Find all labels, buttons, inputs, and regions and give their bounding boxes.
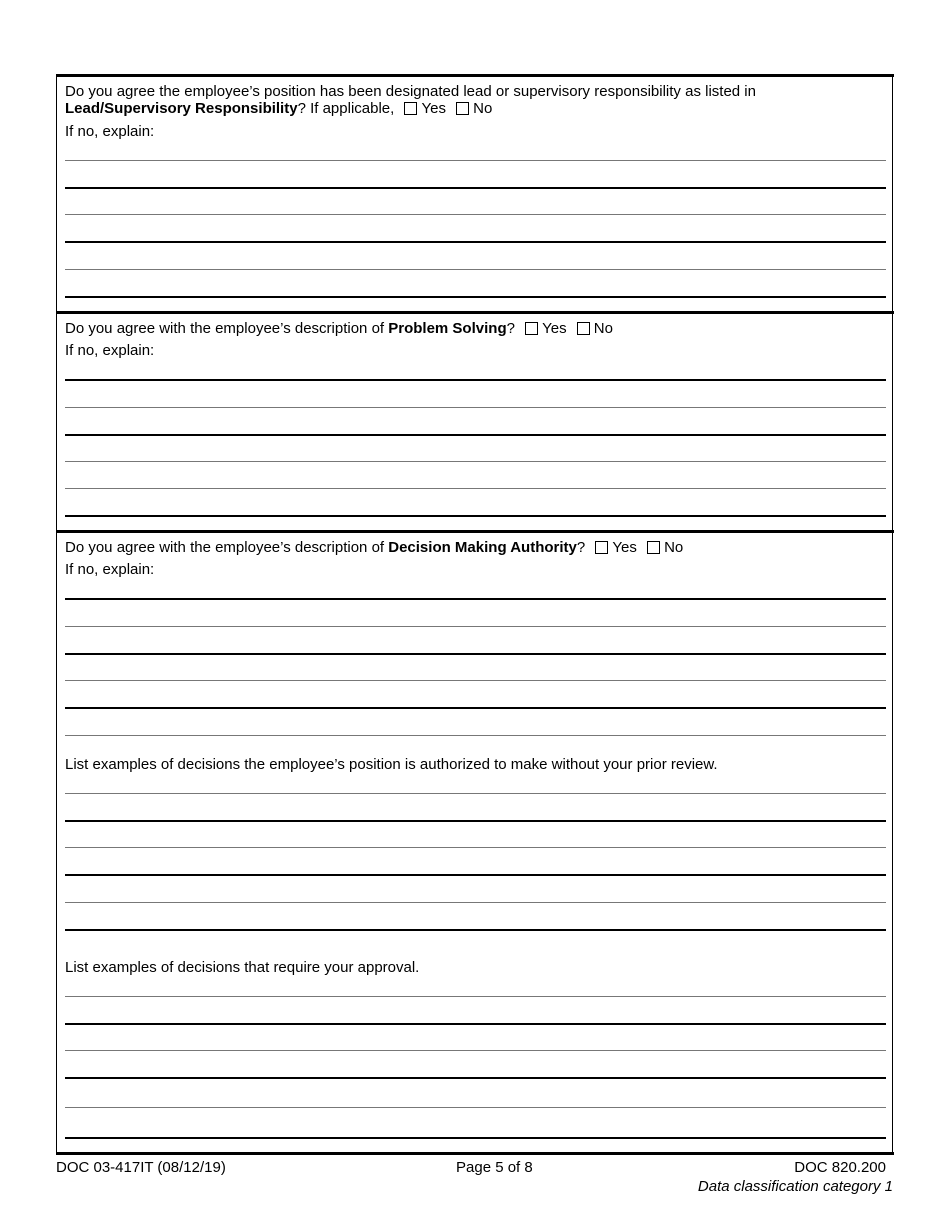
- question-suffix: ?: [576, 539, 586, 556]
- answer-line[interactable]: [65, 488, 886, 489]
- question-text: Do you agree with the employee’s description of: [65, 539, 385, 556]
- question-lead-supervisory-line2: [65, 100, 492, 117]
- no-label: No: [664, 539, 684, 556]
- answer-line[interactable]: [65, 847, 886, 848]
- answer-line[interactable]: [65, 793, 886, 794]
- answer-line[interactable]: [65, 461, 886, 462]
- no-checkbox[interactable]: [647, 541, 660, 554]
- question-bold-term: Decision Making Authority: [388, 539, 577, 556]
- answer-line[interactable]: [65, 1050, 886, 1051]
- answer-line[interactable]: [65, 407, 886, 408]
- section-divider: [56, 530, 894, 533]
- explain-label: If no, explain:: [65, 123, 155, 140]
- answer-line[interactable]: [65, 929, 886, 931]
- no-label: No: [593, 320, 613, 337]
- footer-page-number: Page 5 of 8: [456, 1159, 533, 1176]
- explain-label: If no, explain:: [65, 561, 155, 578]
- answer-line[interactable]: [65, 269, 886, 270]
- footer-form-id: DOC 03-417IT (08/12/19): [56, 1159, 226, 1176]
- question-bold-term: Problem Solving: [388, 320, 507, 337]
- prompt-without-review: List examples of decisions the employee’s position is authorized to make without your prior review.: [65, 756, 718, 773]
- yes-label: Yes: [542, 320, 567, 337]
- section-divider: [56, 1152, 894, 1155]
- no-checkbox[interactable]: [577, 322, 590, 335]
- answer-line[interactable]: [65, 296, 886, 298]
- answer-line[interactable]: [65, 874, 886, 876]
- answer-line[interactable]: [65, 160, 886, 161]
- answer-line[interactable]: [65, 1107, 886, 1108]
- answer-line[interactable]: [65, 1137, 886, 1139]
- question-bold-term: Lead/Supervisory Responsibility: [65, 100, 298, 117]
- answer-line[interactable]: [65, 241, 886, 243]
- section-divider: [56, 311, 894, 314]
- answer-line[interactable]: [65, 187, 886, 189]
- question-suffix: ? If applicable,: [297, 100, 395, 117]
- form-frame: [56, 74, 893, 1154]
- answer-line[interactable]: [65, 434, 886, 436]
- answer-line[interactable]: [65, 515, 886, 517]
- yes-checkbox[interactable]: [595, 541, 608, 554]
- answer-line[interactable]: [65, 598, 886, 600]
- answer-line[interactable]: [65, 1023, 886, 1025]
- answer-line[interactable]: [65, 379, 886, 381]
- question-text: Do you agree the employee’s position has been designated lead or supervisory responsibility as listed in: [65, 83, 756, 100]
- yes-label: Yes: [421, 100, 446, 117]
- footer-doc-number: DOC 820.200: [794, 1159, 886, 1176]
- answer-line[interactable]: [65, 626, 886, 627]
- answer-line[interactable]: [65, 820, 886, 822]
- answer-line[interactable]: [65, 735, 886, 736]
- question-problem-solving: [65, 320, 613, 337]
- answer-line[interactable]: [65, 214, 886, 215]
- prompt-require-approval: List examples of decisions that require your approval.: [65, 959, 420, 976]
- no-checkbox[interactable]: [456, 102, 469, 115]
- answer-line[interactable]: [65, 996, 886, 997]
- question-lead-supervisory: [65, 83, 756, 100]
- explain-label: If no, explain:: [65, 342, 155, 359]
- answer-line[interactable]: [65, 653, 886, 655]
- section-divider: [56, 74, 894, 77]
- answer-line[interactable]: [65, 1077, 886, 1079]
- answer-line[interactable]: [65, 707, 886, 709]
- answer-line[interactable]: [65, 680, 886, 681]
- yes-label: Yes: [612, 539, 637, 556]
- yes-checkbox[interactable]: [525, 322, 538, 335]
- question-text: Do you agree with the employee’s description of: [65, 320, 385, 337]
- question-suffix: ?: [506, 320, 515, 337]
- yes-checkbox[interactable]: [404, 102, 417, 115]
- answer-line[interactable]: [65, 902, 886, 903]
- question-decision-making: [65, 539, 683, 556]
- no-label: No: [473, 100, 493, 117]
- footer-classification: Data classification category 1: [697, 1178, 893, 1195]
